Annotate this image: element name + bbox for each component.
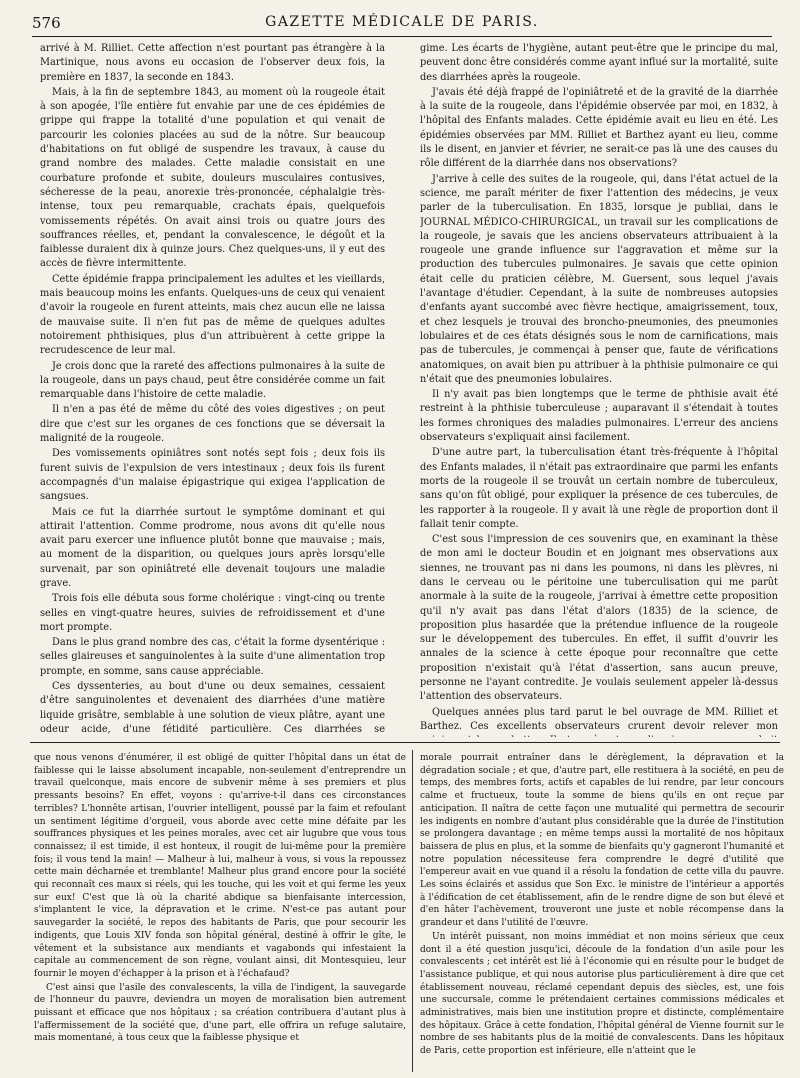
paragraph: C'est ainsi que l'asile des convalescents, la villa de l'indigent, la sauvegarde de l'honneur du pauvre, deviendra un moyen de moralisation bien autrement puissant et efficace que nos hôpitaux ; sa création contribuera d'autant plus à l'affermissement de la société que, d'une part, elle offrira un refuge salutaire, mais momentané, à tous ceux que la faiblesse physique et <box>34 982 406 1044</box>
paragraph: Ces dyssenteries, au bout d'une ou deux semaines, cessaient d'être sanguinolentes et devenaient des diarrhées d'une matière liquide grisâtre, semblable à une solution de vieux plâtre, ayant une odeur acide, d'une fétidité particulière. Ces diarrhées se <box>40 681 385 735</box>
section-divider <box>30 742 780 743</box>
paragraph: Quelques années plus tard parut le bel ouvrage de MM. Rilliet et Barthez. Ces excellents observateurs crurent devoir relever mon <box>420 706 778 732</box>
feuilleton-left-column <box>34 752 406 1076</box>
paragraph: gime. Les écarts de l'hygiène, autant peut-être que le principe du mal, peuvent donc être considérés comme ayant influé sur la mortalité, suite des diarrhées après la rougeole. <box>420 43 778 83</box>
paragraph: D'une autre part, la tuberculisation étant très-fréquente à l'hôpital des Enfants malades, il n'était pas extraordinaire que parmi les enfants morts de la rougeole il se trouvât un certain nombre de tuberculeux, sans qu'on fût obligé, pour expliquer la présence de ces tubercules, de les rapporter à la rougeole. Il y avait là une règle de proportion dont il fallait tenir compte. <box>420 447 778 530</box>
top-left-column <box>40 42 385 737</box>
paragraph: J'arrive à celle des suites de la rougeole, qui, dans l'état actuel de la science, me paraît mériter de fixer l'attention des médecins, je veux parler de la tuberculisation. En 1835, lorsque je publiai, dans le JOURNAL MÉDICO-CHIRURGICAL, un travail sur les complications de la rougeole, je savais que les anciens observateurs attribuaient à la rougeole une grande influence sur l'aggravation et même sur la production des tubercules pulmonaires. Je savais que cette opinion était celle du praticien célèbre, M. Guersent, sous lequel j'avais l'avantage d'étudier. Cependant, à la suite de nombreuses autopsies d'enfants ayant succombé avec fièvre hectique, amaigrissement, toux, et chez lesquels je trouvai des broncho-pneumonies, des pneumonies lobulaires et de ces états désignés sous le nom de carnifications, mais pas de tubercules, je commençai à penser que, faute de vérifications anatomiques, on avait bien pu attribuer à la phthisie pulmonaire ce qui n'était que des pneumonies lobulaires. <box>420 173 778 385</box>
paragraph: Trois fois elle débuta sous forme cholérique : vingt-cinq ou trente selles en vingt-quatre heures, suivies de refroidissement et d'une mort prompte. <box>40 593 385 633</box>
paragraph: Mais ce fut la diarrhée surtout le symptôme dominant et qui attirait l'attention. Comme prodrome, nous avons dit qu'elle nous avait paru exercer une influence plutôt bonne que mauvaise ; mais, au moment de la disparition, ou quelques jours après lorsqu'elle survenait, par son opiniâtreté elle devenait toujours une maladie grave. <box>40 506 385 589</box>
paragraph: Je crois donc que la rareté des affections pulmonaires à la suite de la rougeole, dans un pays chaud, peut être considérée comme un fait remarquable dans l'histoire de cette maladie. <box>40 360 385 401</box>
top-right-column <box>420 42 778 737</box>
paragraph: Il n'y avait pas bien longtemps que le terme de phthisie avait été restreint à la phthisie tuberculeuse ; auparavant il s'étendait à toutes les formes chroniques des maladies pulmonaires. L'erreur des anciens observateurs s'expliquait ainsi facilement. <box>420 389 778 444</box>
running-title: GAZETTE MÉDICALE DE PARIS. <box>265 14 539 30</box>
paragraph: Dans le plus grand nombre des cas, c'était la forme dysentérique : selles glaireuses et sanguinolentes à la suite d'une alimentation trop prompte, en somme, sans cause appréciable. <box>40 637 385 677</box>
page-number: 576 <box>32 14 61 32</box>
paragraph: Des vomissements opiniâtres sont notés sept fois ; deux fois ils furent suivis de l'expulsion de vers intestinaux ; deux fois ils furent accompagnés d'un malaise épigastrique qui exigea l'application de sangsues. <box>40 448 385 503</box>
paragraph: arrivé à M. Rilliet. Cette affection n'est pourtant pas étrangère à la Martinique, nous avons eu occasion de l'observer deux fois, la première en 1837, la seconde en 1843. <box>40 43 385 83</box>
page-header <box>32 6 772 37</box>
column-divider <box>412 750 413 1072</box>
paragraph: J'avais été déjà frappé de l'opiniâtreté et de la gravité de la diarrhée à la suite de la rougeole, dans l'épidémie observée par moi, en 1832, à l'hôpital des Enfants malades. Cette épidémie avait eu lieu en été. Les épidémies observées par MM. Rilliet et Barthez ayant eu lieu, comme ils le disent, en janvier et février, ne serait-ce pas là une des causes du rôle différent de la diarrhée dans nos observations? <box>420 86 778 170</box>
paragraph: que nous venons d'énumérer, il est obligé de quitter l'hôpital dans un état de faiblesse qui le laisse absolument incapable, non-seulement d'entreprendre un travail quelconque, mais encore de subvenir même à ses premiers et plus pressants besoins? En effet, voyons : qu'arrive-t-il dans ces circonstances terribles? L'honnête artisan, l'ouvrier intelligent, poussé par la faim et refoulant un sentiment légitime d'orgueil, vous aborde avec cette mine défaite par les souffrances physiques et les peines morales, avec cet air lugubre que vous tous connaissez; il est timide, il est honteux, il rougit de lui-même pour la première fois; il vous tend la main! — Malheur à lui, malheur à vous, si vous la repoussez cette main décharnée et tremblante! Malheur plus grand encore pour la société qui reconnaît ces maux si réels, qui les touche, qui les voit et qui ferme les yeux sur eux! C'est que là où la charité abdique sa bienfaisante intercession, s'implantent le vice, la dépravation et le crime. N'est-ce pas autant pour sauvegarder la société, le repos des habitants de Paris, que pour secourir les indigents, que Louis XIV fonda son hôpital général, destiné à offrir le gîte, le vêtement et la subsistance aux mendiants et vagabonds qui infestaient la capitale au commencement de son règne, voulant ainsi, dit Montesquieu, leur fournir le moyen d'échapper à la prison et à l'échafaud? <box>34 753 406 979</box>
paragraph: Il n'en a pas été de même du côté des voies digestives ; on peut dire que c'est sur les organes de ces fonctions que se déversait la malignité de la rougeole. <box>40 404 385 445</box>
feuilleton-right-column <box>420 752 784 1076</box>
paragraph: Un intérêt puissant, non moins immédiat et non moins sérieux que ceux dont il a été question jusqu'ici, découle de la fondation d'un asile pour les convalescents ; cet intérêt est lié à l'économie qui en résulte pour le budget de l'assistance publique, et qui nous autorise plus particulièrement à dire que cet établissement nouveau, réclamé cependant depuis des siècles, est, une fois une succursale, comme le prétendaient certaines commissions médicales et administratives, mais bien une institution propre et distincte, complémentaire des hôpitaux. Grâce à cette fondation, l'hôpital général de Vienne fournit sur le nombre de ses habitants plus de la moitié de convalescents. Dans les hôpitaux de Paris, cette proportion est inférieure, elle n'atteint que le <box>420 931 784 1057</box>
paragraph: C'est sous l'impression de ces souvenirs que, en examinant la thèse de mon ami le docteur Boudin et en joignant mes observations aux siennes, ne trouvant pas ni dans les poumons, ni dans les plèvres, ni dans le cerveau ou le péritoine une tuberculisation qui me parût anormale à la suite de la rougeole, j'arrivai à émettre cette proposition qu'il n'y avait pas dans l'état d'alors (1835) de la science, de proposition plus hasardée que la prétendue influence de la rougeole sur le développement des tubercules. En effet, il suffit d'ouvrir les annales de la science à cette époque pour reconnaître que cette proposition n'existait qu'à l'état d'assertion, sans aucun preuve, personne ne l'ayant contredite. Je voulais seulement appeler là-dessus l'attention des observateurs. <box>420 534 778 703</box>
paragraph: Mais, à la fin de septembre 1843, au moment où la rougeole était à son apogée, l'île entière fut envahie par une de ces épidémies de grippe qui frappe la totalité d'une population et qui venait de parcourir les colonies placées au sud de la nôtre. Sur beaucoup d'habitations on fut obligé de suspendre les travaux, à cause du grand nombre des malades. Cette maladie consistait en une courbature profonde et subite, douleurs musculaires contusives, sécheresse de la peau, anorexie très-prononcée, céphalalgie très-intense, toux peu remarquable, crachats épais, quelquefois vomissements répétés. On avait ainsi trois ou quatre jours des souffrances réelles, et, pendant la convalescence, le dégoût et la faiblesse duraient dix à quinze jours. Chez quelques-uns, il y eut des accès de fièvre intermittente. <box>40 86 385 270</box>
paragraph: morale pourrait entraîner dans le dérèglement, la dépravation et la dégradation sociale ; et que, d'autre part, elle restituera à la société, en peu de temps, des membres forts, actifs et capables de lui rendre, par leur concours calme et fructueux, toute la somme de biens qu'ils en ont reçue par anticipation. Il naîtra de cette façon une mutualité qui permettra de secourir les indigents en nombre d'autant plus considérable que la durée de l'institution se prolongera davantage ; en même temps aussi la mortalité de nos hôpitaux baissera de plus en plus, et la somme de bienfaits qu'y gagneront l'humanité et notre population nécessiteuse fera comprendre le degré d'utilité que l'empereur avait en vue quand il a résolu la fondation de cette villa du pauvre. Les soins éclairés et assidus que Son Exc. le ministre de l'intérieur a apportés à l'édification de cet établissement, afin de le rendre digne de son but élevé et d'en hâter l'achèvement, trouveront une juste et noble récompense dans la grandeur et dans l'utilité de l'œuvre. <box>420 753 784 929</box>
paragraph: Cette épidémie frappa principalement les adultes et les vieillards, mais beaucoup moins les enfants. Quelques-uns de ceux qui venaient d'avoir la rougeole en furent atteints, mais chez aucun elle ne laissa de mauvaise suite. Il n'en fut pas de même de quelques adultes notoirement phthisiques, plus d'un attribuèrent à cette grippe la recrudescence de leur mal. <box>40 273 385 357</box>
